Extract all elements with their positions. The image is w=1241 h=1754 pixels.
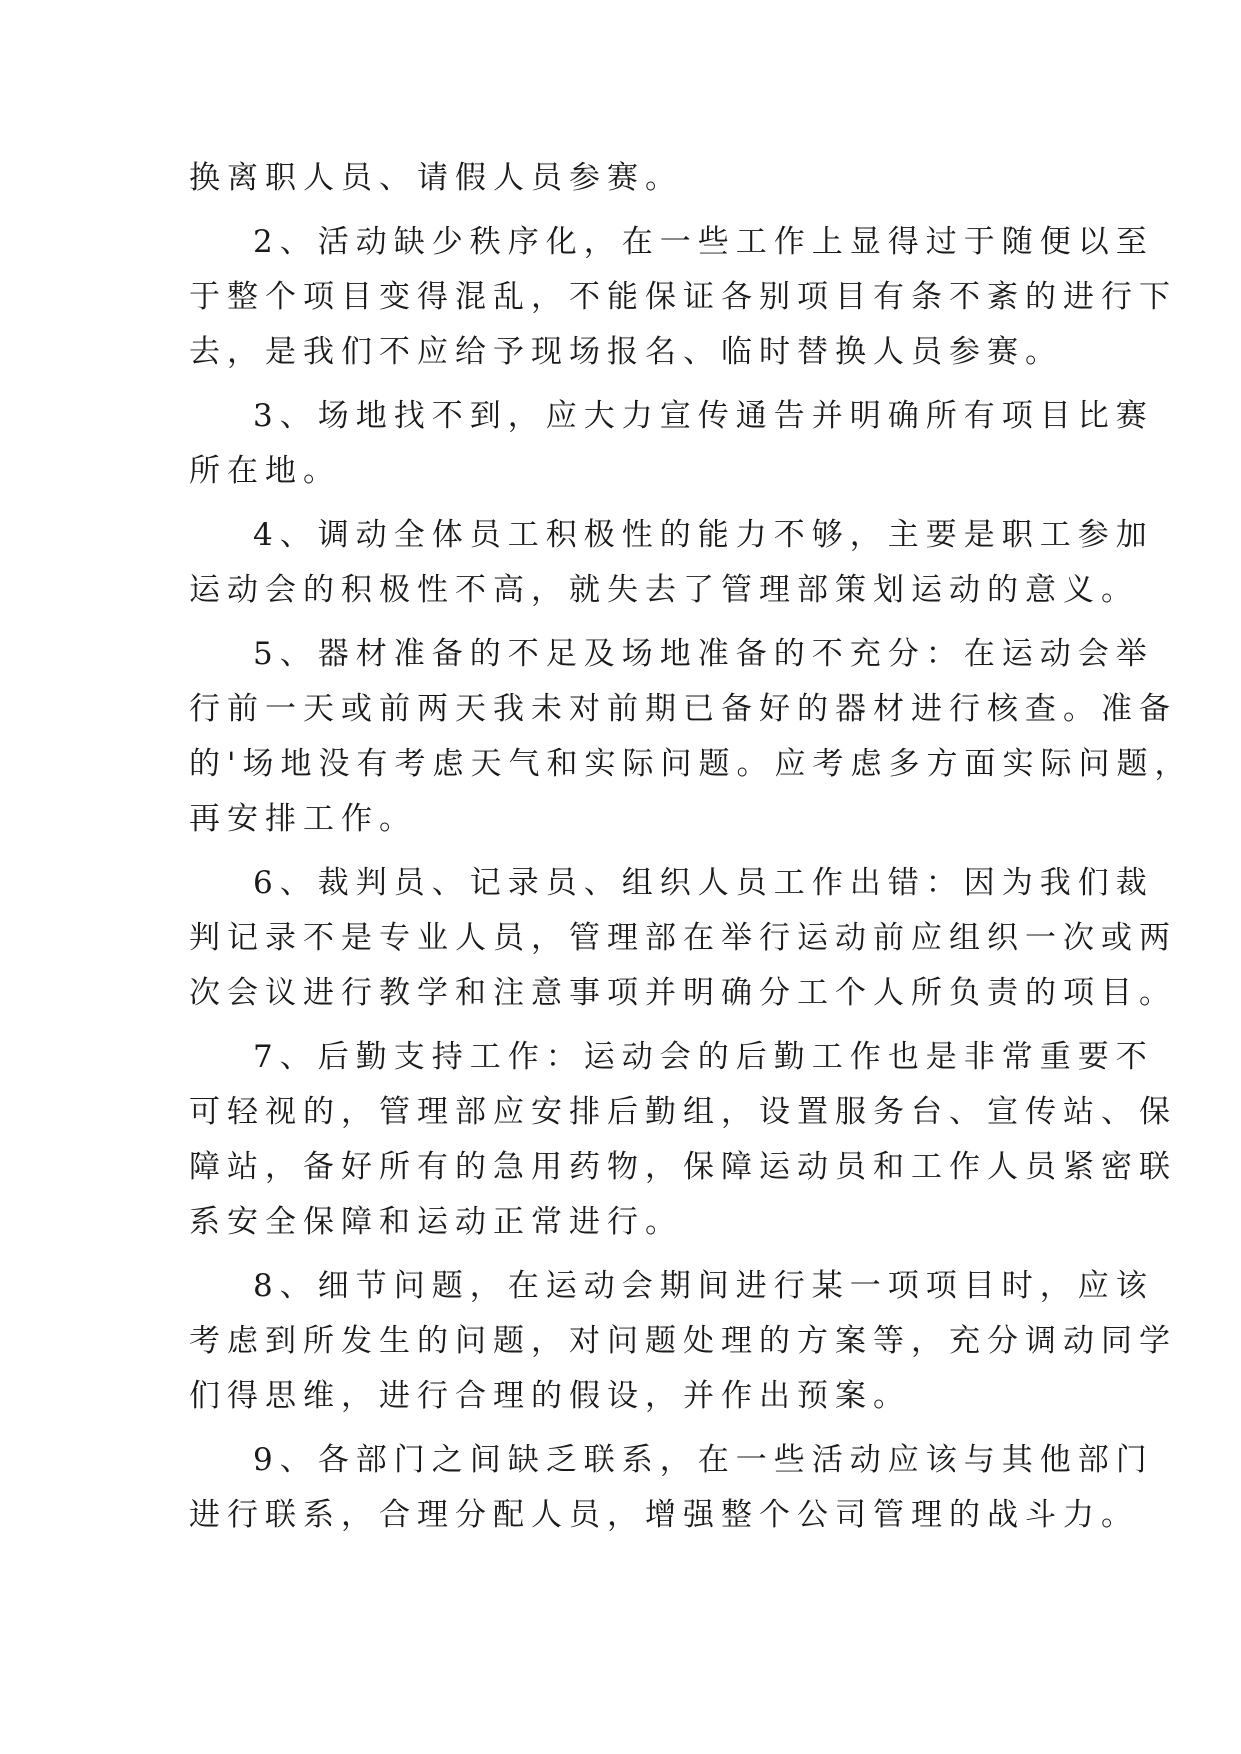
paragraph-line: 进行联系，合理分配人员，增强整个公司管理的战斗力。 [189, 1497, 1139, 1533]
paragraph-line: 行前一天或前两天我未对前期已备好的器材进行核查。准备 [189, 691, 1177, 727]
paragraph-line: 判记录不是专业人员，管理部在举行运动前应组织一次或两 [189, 920, 1177, 956]
paragraph-line: 考虑到所发生的问题，对问题处理的方案等，充分调动同学 [189, 1323, 1177, 1359]
paragraph-line: 7、后勤支持工作：运动会的后勤工作也是非常重要不 [253, 1039, 1154, 1075]
paragraph-line: 4、调动全体员工积极性的能力不够，主要是职工参加 [253, 517, 1154, 553]
paragraph-line: 6、裁判员、记录员、组织人员工作出错：因为我们裁 [253, 865, 1154, 901]
paragraph-line: 们得思维，进行合理的假设，并作出预案。 [189, 1378, 911, 1414]
paragraph-line: 换离职人员、请假人员参赛。 [189, 160, 683, 196]
document-body [189, 158, 1193, 1535]
paragraph-line: 可轻视的，管理部应安排后勤组，设置服务台、宣传站、保 [189, 1094, 1177, 1130]
paragraph-line: 所在地。 [189, 453, 341, 489]
paragraph-line: 运动会的积极性不高，就失去了管理部策划运动的意义。 [189, 572, 1139, 608]
paragraph-line: 次会议进行教学和注意事项并明确分工个人所负责的项目。 [189, 975, 1177, 1011]
paragraph-line: 8、细节问题，在运动会期间进行某一项项目时，应该 [253, 1268, 1154, 1304]
paragraph-line: 再安排工作。 [189, 801, 417, 837]
paragraph-line: 系安全保障和运动正常进行。 [189, 1204, 683, 1240]
paragraph-line: 障站，备好所有的急用药物，保障运动员和工作人员紧密联 [189, 1149, 1177, 1185]
paragraph-line: 3、场地找不到，应大力宣传通告并明确所有项目比赛 [253, 398, 1154, 434]
paragraph-line: 于整个项目变得混乱，不能保证各别项目有条不紊的进行下 [189, 279, 1177, 315]
paragraph-line: 9、各部门之间缺乏联系，在一些活动应该与其他部门 [253, 1442, 1154, 1478]
paragraph-line: 2、活动缺少秩序化，在一些工作上显得过于随便以至 [253, 224, 1154, 260]
paragraph-line: 5、器材准备的不足及场地准备的不充分：在运动会举 [253, 636, 1154, 672]
paragraph-line: 的'场地没有考虑天气和实际问题。应考虑多方面实际问题， [189, 746, 1193, 782]
paragraph-line: 去，是我们不应给予现场报名、临时替换人员参赛。 [189, 334, 1063, 370]
